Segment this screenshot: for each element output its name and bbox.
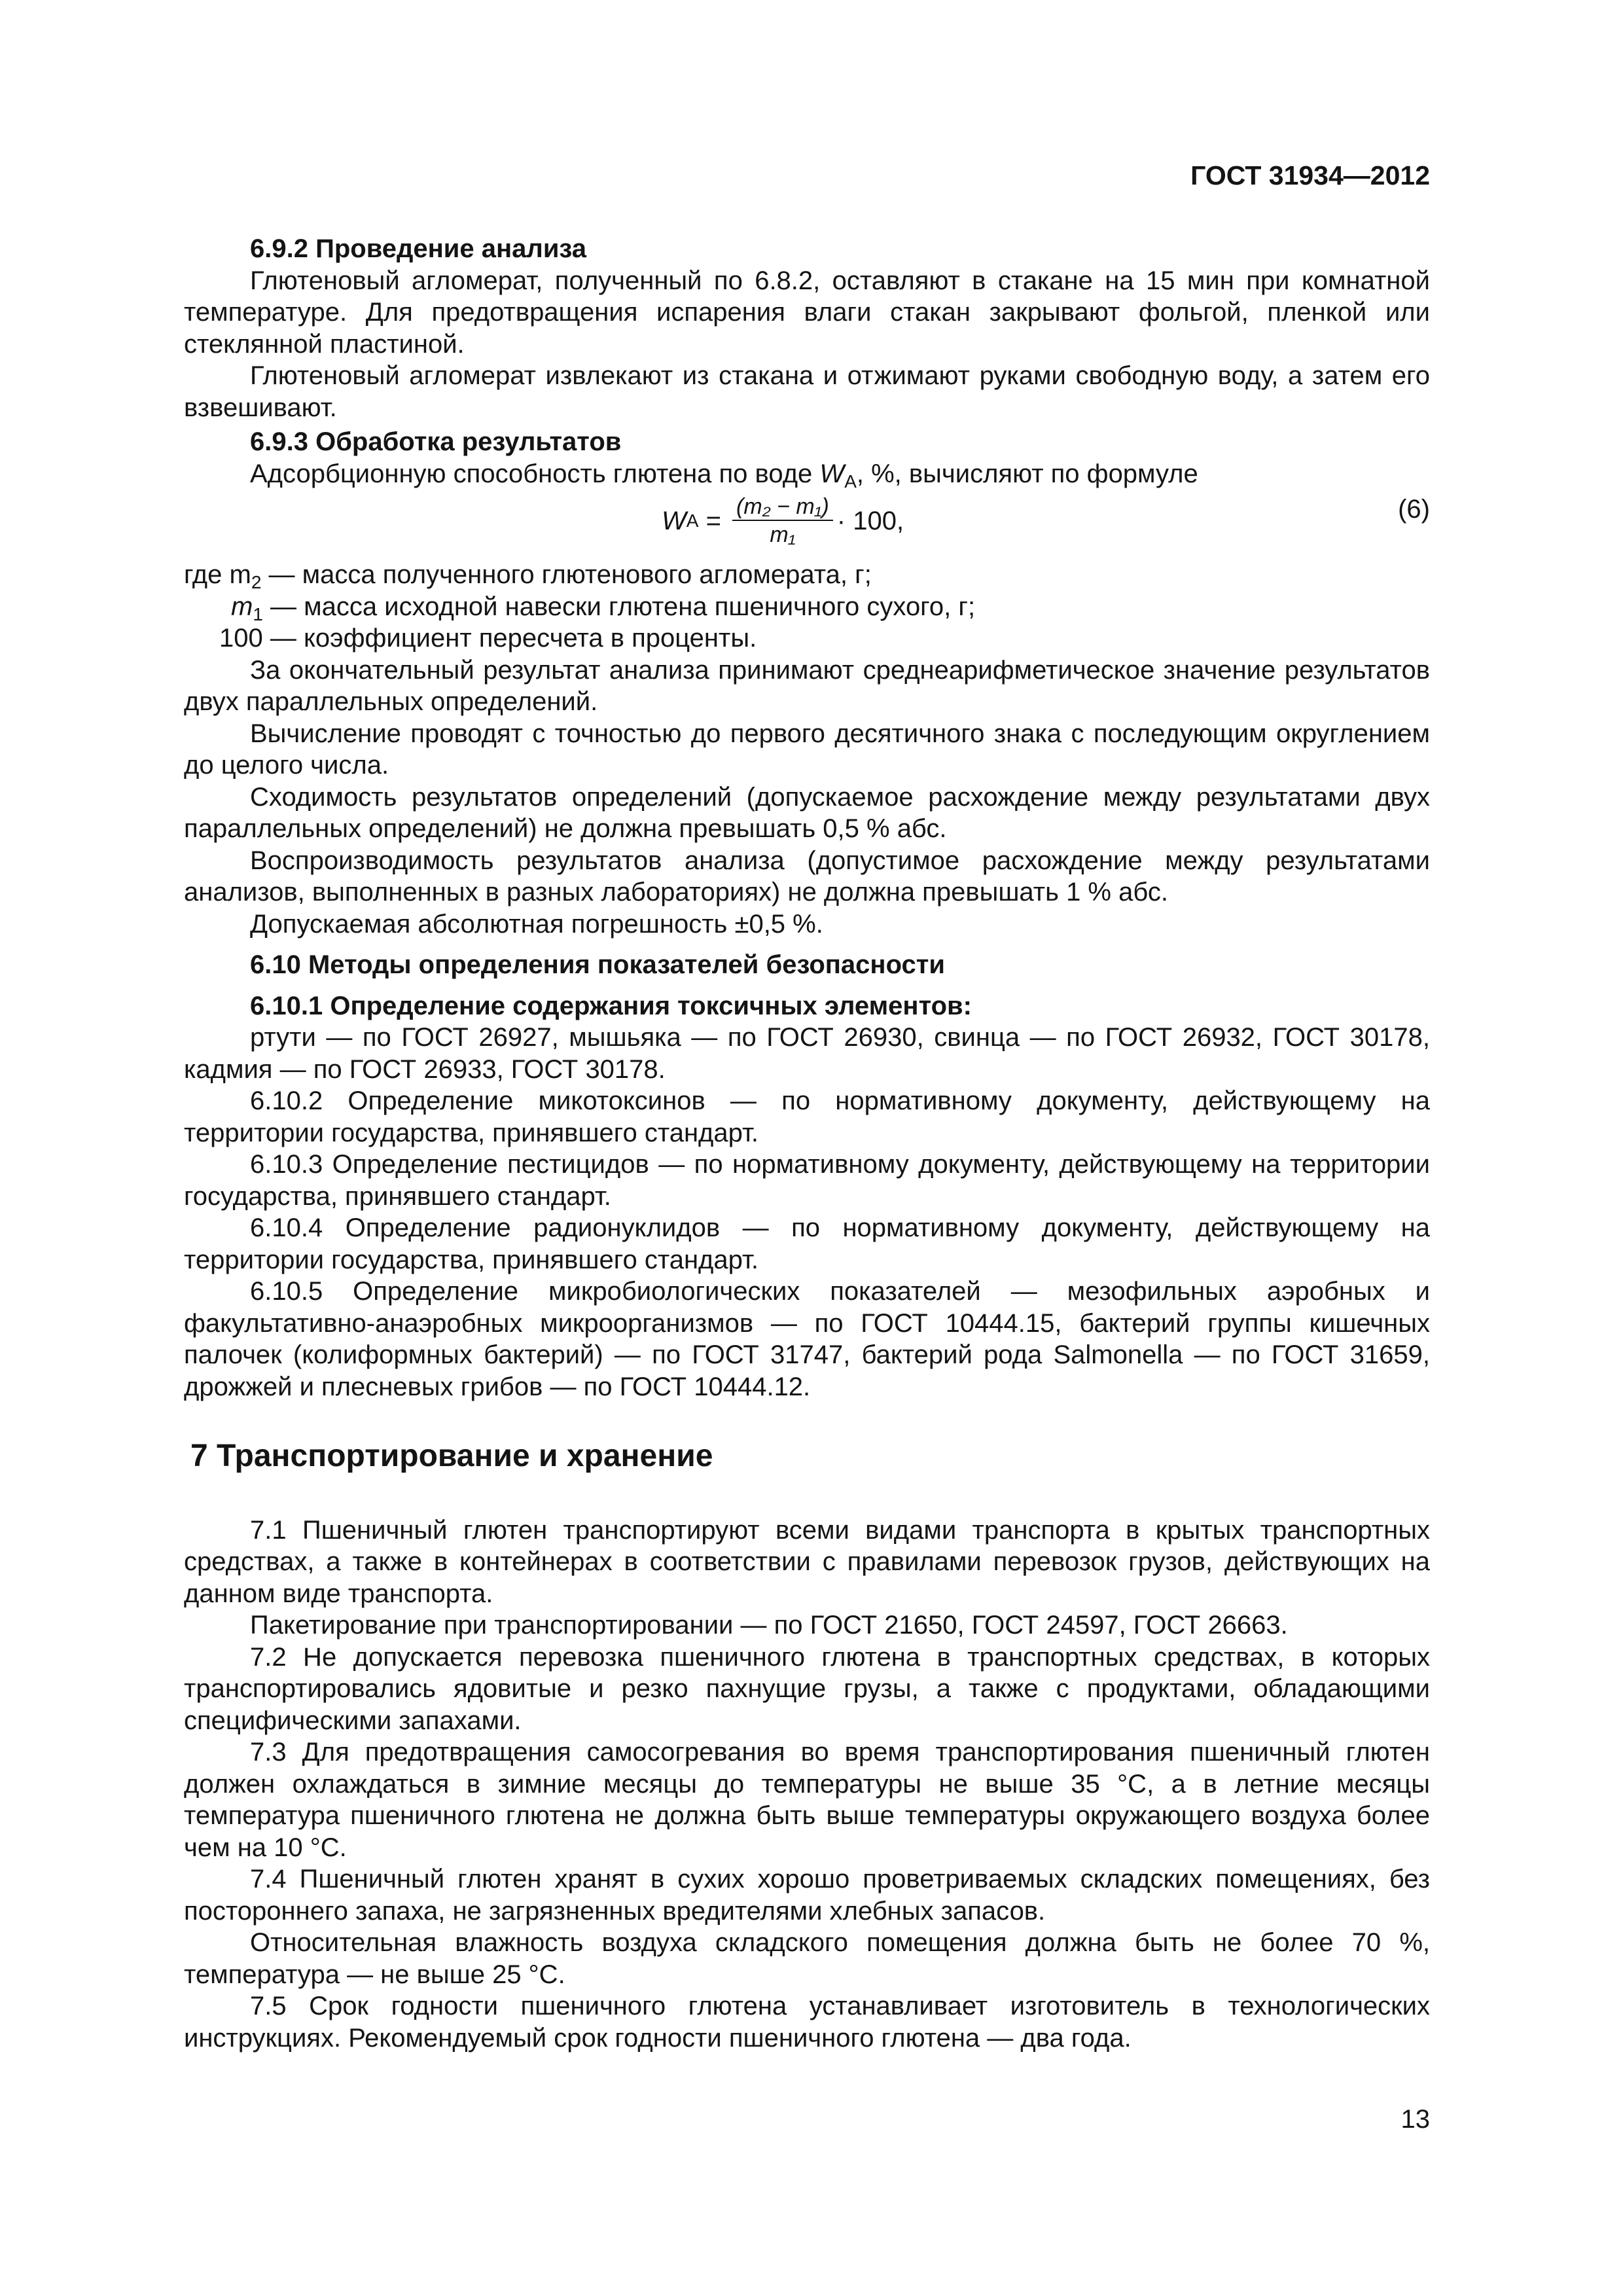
section-heading-6-10: 6.10 Методы определения показателей безопасности (250, 950, 945, 979)
paragraph: 6.10.4 Определение радионуклидов — по нормативному документу, действующему на территории государства, принявшего стандарт. (184, 1213, 1430, 1274)
formula-fraction (732, 493, 833, 548)
where-symbol: m (231, 592, 253, 621)
paragraph: За окончательный результат анализа принимают среднеарифметическое значение результатов двух параллельных определений. (184, 655, 1430, 716)
paragraph: 7.2 Не допускается перевозка пшеничного глютена в транспортных средствах, в которых транспортировались ядовитые и резко пахнущие грузы, а также с продуктами, обладающими специфическими запахами. (184, 1642, 1430, 1735)
where-text: — коэффициент пересчета в проценты. (262, 624, 757, 653)
document-header: ГОСТ 31934—2012 (1190, 160, 1430, 190)
paragraph: Сходимость результатов определений (допускаемое расхождение между результатами двух параллельных определений) не должна превышать 0,5 % абс. (184, 782, 1430, 843)
where-symbol: где m (184, 560, 251, 589)
formula-intro (184, 458, 1430, 490)
formula-intro-tail: , %, вычисляют по формуле (856, 459, 1198, 488)
formula-block (184, 490, 1430, 559)
paragraph: Вычисление проводят с точностью до первого десятичного знака с последующим округлением до целого числа. (184, 719, 1430, 780)
formula-intro-text: Адсорбционную способность глютена по воде (250, 459, 820, 488)
section-heading-7: 7 Транспортирование и хранение (190, 1439, 713, 1473)
paragraph: 7.1 Пшеничный глютен транспортируют всеми видами транспорта в крытых транспортных средствах, а также в контейнерах в соответствии с правилами перевозок грузов, действующих на данном виде транспорта. (184, 1515, 1430, 1608)
paragraph: 7.4 Пшеничный глютен хранят в сухих хорошо проветриваемых складских помещениях, без постороннего запаха, не загрязненных вредителями хлебных запасов. (184, 1865, 1430, 1926)
variable-w-subscript: А (844, 471, 857, 492)
page-content (184, 230, 1430, 2054)
where-subscript: 2 (251, 572, 262, 592)
formula-multiplier: · 100, (836, 506, 904, 535)
where-symbol: 100 (219, 624, 263, 653)
equation-number: (6) (1398, 495, 1430, 524)
where-subscript: 1 (253, 603, 263, 624)
where-lead (184, 560, 262, 592)
where-text: — масса полученного глютенового агломерата, г; (261, 560, 872, 589)
formula-numerator: (m₂ − m₁) (732, 493, 833, 521)
variable-w: W (819, 459, 845, 488)
paragraph: ртути — по ГОСТ 26927, мышьяка — по ГОСТ 26930, свинца — по ГОСТ 26932, ГОСТ 30178, кадмия — по ГОСТ 26933, ГОСТ 30178. (184, 1023, 1430, 1084)
paragraph: Воспроизводимость результатов анализа (допустимое расхождение между результатами анализов, выполненных в разных лабораториях) не должна превышать 1 % абс. (184, 846, 1430, 906)
where-text: — масса исходной навески глютена пшеничного сухого, г; (262, 592, 976, 621)
paragraph: Глютеновый агломерат извлекают из стакана и отжимают руками свободную воду, а затем его взвешивают. (184, 361, 1430, 422)
paragraph: Допускаемая абсолютная погрешность ±0,5 %. (250, 909, 823, 939)
formula: W А = $\frac{\text{(m₂ − m₁)}}{\text{m₁}}$ · 100, (662, 494, 904, 547)
section-heading-6-10-1: 6.10.1 Определение содержания токсичных элементов: (250, 991, 972, 1020)
section-heading-6-9-3: 6.9.3 Обработка результатов (250, 427, 622, 456)
paragraph: Пакетирование при транспортировании — по ГОСТ 21650, ГОСТ 24597, ГОСТ 26663. (250, 1611, 1288, 1640)
paragraph: 6.10.2 Определение микотоксинов — по нормативному документу, действующему на территории государства, принявшего стандарт. (184, 1086, 1430, 1147)
page-number: 13 (1400, 2104, 1430, 2134)
where-line (184, 622, 1430, 655)
paragraph: 6.10.5 Определение микробиологических показателей — мезофильных аэробных и факультативно-анаэробных микроорганизмов — по ГОСТ 10444.15, бактерий группы кишечных палочек (колиформных бактерий) — по ГОСТ 31747, бактерий рода Salmonella — по ГОСТ 31659, дрожжей и плесневых грибов — по ГОСТ 10444.12. (184, 1277, 1430, 1401)
formula-equals: = (698, 506, 729, 535)
section-heading-6-9-2: 6.9.2 Проведение анализа (250, 234, 587, 263)
paragraph: Глютеновый агломерат, полученный по 6.8.2, оставляют в стакане на 15 мин при комнатной температуре. Для предотвращения испарения влаги стакан закрывают фольгой, пленкой или стеклянной пластиной. (184, 266, 1430, 359)
where-line (184, 559, 1430, 591)
where-line (184, 591, 1430, 623)
formula-lhs: W (662, 506, 687, 535)
paragraph: 7.5 Срок годности пшеничного глютена устанавливает изготовитель в технологических инструкциях. Рекомендуемый срок годности пшеничного глютена — два года. (184, 1992, 1430, 2053)
where-lead (231, 592, 263, 624)
formula-denominator: m₁ (770, 522, 796, 547)
paragraph: Относительная влажность воздуха складского помещения должна быть не более 70 %, температура — не выше 25 °С. (184, 1928, 1430, 1989)
paragraph: 6.10.3 Определение пестицидов — по нормативному документу, действующему на территории государства, принявшего стандарт. (184, 1150, 1430, 1211)
paragraph: 7.3 Для предотвращения самосогревания во время транспортирования пшеничный глютен должен охлаждаться в зимние месяцы до температуры не выше 35 °С, а в летние месяцы температура пшеничного глютена не должна быть выше температуры окружающего воздуха более чем на 10 °С. (184, 1738, 1430, 1862)
